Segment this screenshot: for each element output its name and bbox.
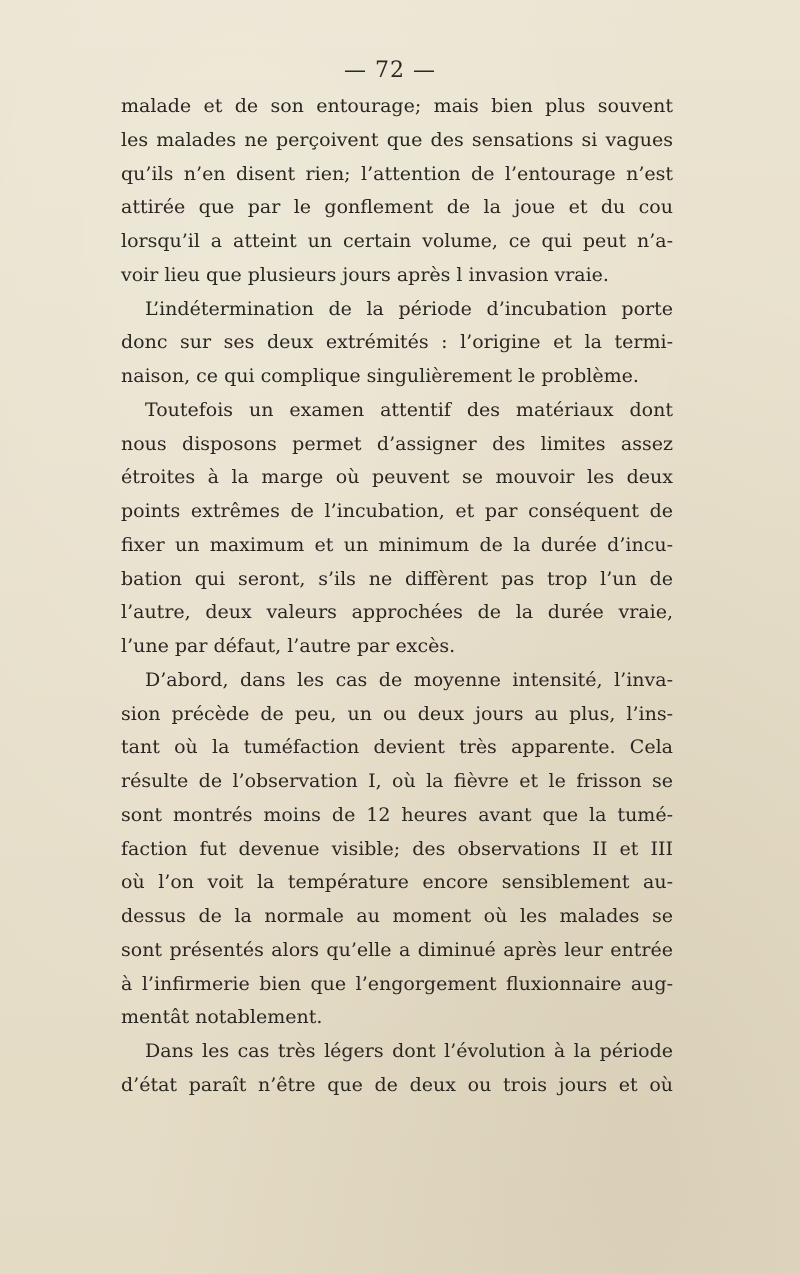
text-line: à l’infirmerie bien que l’engorgement fluxionnaire aug- xyxy=(121,972,673,995)
text-line: les malades ne perçoivent que des sensations si vagues xyxy=(121,128,673,151)
text-line: fixer un maximum et un minimum de la durée d’incu- xyxy=(121,533,673,556)
text-line: d’état paraît n’être que de deux ou trois jours et où xyxy=(121,1073,673,1096)
text-line: sont montrés moins de 12 heures avant que la tumé- xyxy=(121,803,673,826)
text-line: points extrêmes de l’incubation, et par conséquent de xyxy=(121,500,673,522)
text-line: sont présentés alors qu’elle a diminué après leur entrée xyxy=(121,938,673,961)
text-line: Dans les cas très légers dont l’évolution à la période xyxy=(145,1040,673,1062)
text-line: l’une par défaut, l’autre par excès. xyxy=(121,635,456,657)
text-line: faction fut devenue visible; des observations II et III xyxy=(121,837,673,860)
text-line: naison, ce qui complique singulièrement le problème. xyxy=(121,365,639,387)
text-line: Toutefois un examen attentif des matériaux dont xyxy=(145,398,673,421)
text-line: L’indétermination de la période d’incubation porte xyxy=(145,297,673,320)
text-line: attirée que par le gonflement de la joue et du cou xyxy=(121,196,673,219)
text-line: D’abord, dans les cas de moyenne intensité, l’inva- xyxy=(145,668,673,691)
text-line: où l’on voit la température encore sensiblement au- xyxy=(121,871,673,894)
page-number: — 72 — xyxy=(344,58,436,83)
text-line: résulte de l’observation I, où la fièvre et le frisson se xyxy=(121,770,673,792)
text-line: sion précède de peu, un ou deux jours au plus, l’ins- xyxy=(121,702,673,725)
text-line: mentât notablement. xyxy=(121,1006,323,1029)
text-line: tant où la tuméfaction devient très apparente. Cela xyxy=(121,736,673,759)
text-line: bation qui seront, s’ils ne diffèrent pas trop l’un de xyxy=(121,567,673,590)
body-text xyxy=(121,90,673,1103)
text-line: nous disposons permet d’assigner des limites assez xyxy=(121,432,673,455)
text-line: étroites à la marge où peuvent se mouvoir les deux xyxy=(121,466,673,489)
text-line: dessus de la normale au moment où les malades se xyxy=(121,905,673,927)
text-line: donc sur ses deux extrémités : l’origine et la termi- xyxy=(121,331,673,354)
text-line: voir lieu que plusieurs jours après l invasion vraie. xyxy=(121,263,609,286)
text-line: l’autre, deux valeurs approchées de la durée vraie, xyxy=(121,601,673,624)
text-line: lorsqu’il a atteint un certain volume, ce qui peut n’a- xyxy=(121,230,673,252)
text-line: malade et de son entourage; mais bien plus souvent xyxy=(121,95,673,117)
text-line: qu’ils n’en disent rien; l’attention de l’entourage n’est xyxy=(121,162,673,185)
